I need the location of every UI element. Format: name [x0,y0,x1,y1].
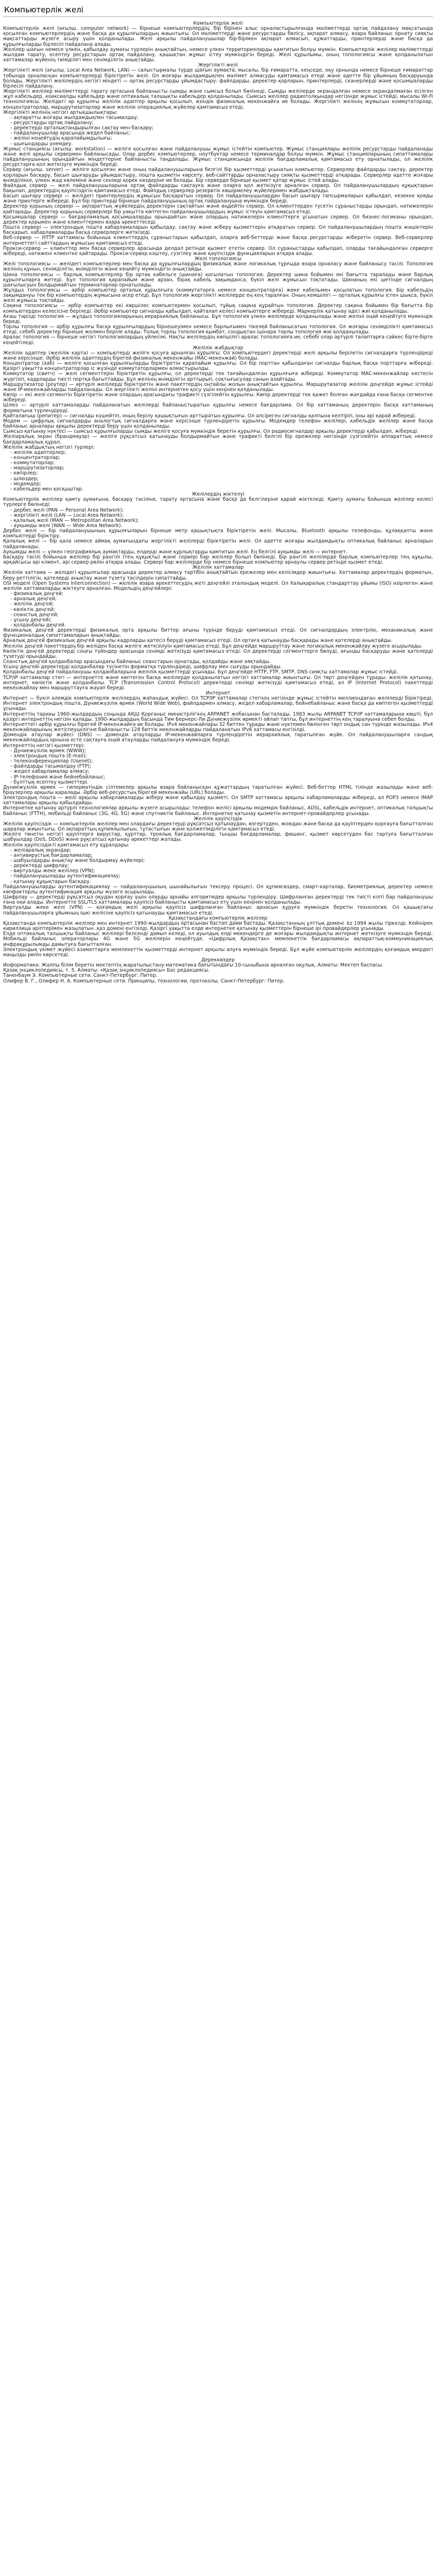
list-item: - желіаралық экрандар; [10,848,433,853]
paragraph: Желілік адаптер (желілік карта) — компьютерді желіге қосуға арналған құрылғы. Ол компьютердегі деректерді желі арқылы берілетін сигналдарға түрлендіреді және керісінше. Әрбір желілік адаптердің бірегей физикалық мекенжайы (MAC-мекенжай) болады. [3,350,433,361]
list-item: - модемдер; [10,482,433,487]
bullet-list [3,749,433,785]
paragraph: Ағаш тәрізді топология — жұлдыз топологияларының иерархиялық байланысы. Бұл топология үлкен желілерде қолданылады және желіні оңай кеңейтуге мүмкіндік береді. [3,313,433,325]
section-heading-text: Желілік қауіпсіздік [191,816,245,822]
list-item: - шлюздер; [10,477,433,482]
list-item: - деректерді орталықтандырылған сақтау мен басқару; [10,126,433,131]
paragraph: Дүниежүзілік өрмек — гипермәтіндік сілтемелер арқылы өзара байланысқан құжаттардың таратылған жүйесі. Веб-беттер HTML тілінде жазылады және веб-браузерлер арқылы қаралады. Әрбір веб-ресурстың бірегей мекенжайы (URL) болады. [3,784,433,795]
paragraph: Виртуалды жеке желі (VPN) — қоғамдық желі арқылы қауіпсіз шифрланған байланыс арнасын құруға мүмкіндік беретін технология. Ол қашықтағы пайдаланушыларға ұйымның ішкі желісіне қауіпсіз қатынауды қамтамасыз етеді. [3,905,433,916]
paragraph: Прокси-сервер — клиенттер мен басқа серверлер арасында делдал ретінде қызмет ететін сервер. Ол сұраныстарды қабылдап, оларды тағайындалған серверге жібереді, нәтижені клиентке қайтарады. Прокси-сервер кэштеу, сүзгілеу және қауіпсіздік функцияларын атқара алады. [3,245,433,257]
list-item: - желілік деңгей; [10,602,433,607]
list-item: - антивирустық бағдарламалар; [10,853,433,858]
paragraph: Шина топологиясы — барлық компьютерлер бір ортақ кабельге (шинаға) қосылатын топология. Деректер шина бойымен екі бағытта таралады және барлық құрылғыларға жетеді. Бұл топология қарапайым және арзан, бірақ кабель зақымданса, бүкіл желі жұмысын тоқтатады. Шинаның екі шетінде сигналдың шағылысуын болдырмайтын терминаторлар орнатылады. [3,272,433,288]
list-item: - деректерді шифрлау; [10,863,433,869]
list-item: - пайдаланушылар арасында жедел байланыс; [10,131,433,136]
paragraph: Модем — цифрлық сигналдарды аналогтық сигналдарға және керісінше түрлендіретін құрылғы. Модемдер телефон желілері, кабельдік желілер және басқа байланыс арналары арқылы деректерді беру үшін қолданылады. [3,418,433,430]
paragraph: Желілік қауіпсіздікті қамтамасыз ету құралдары: [3,842,130,848]
paragraph: Ұсыну деңгейі деректерді қолданбалар түсінетін форматқа түрлендіреді, шифрлау мен сығуды орындайды. [3,664,282,670]
paragraph: Сеанстық деңгей қолданбалар арасындағы байланыс сеанстарын орнатады, қолдайды және аяқтайды. [3,659,271,665]
bullet-list [3,508,433,529]
paragraph: Қолданбалы деңгей пайдаланушы қолданбаларына желілік қызметтерді ұсынады. Бұл деңгейде HTTP, FTP, SMTP, DNS сияқты хаттамалар жұмыс істейді. [3,669,398,675]
paragraph: Сымсыз қатынау нүктесі — сымсыз құрылғыларды сымды желіге қосуға мүмкіндік беретін құрылғы. Ол радиосигналдар арқылы деректерді қабылдап, жібереді. [3,429,419,435]
section-heading-text: Жергілікті желі [196,62,240,69]
paragraph: Жергілікті желілер мәліметтерді тарату ортасына байланысты сымды және сымсыз болып бөлінеді. Сымды желілерде экрандалған немесе экрандалмаған есілген жұп кабельдер, коаксиалды кабельдер және оптикалық талшықты кабельдер қолданылады. Сымсыз желілер радиотолқындар негізінде жұмыс істейді, мысалы Wi-Fi технологиясы. Желідегі әр құрылғы желілік адаптер арқылы қосылып, өзіндік физикалық мекенжайға ие болады. Жергілікті желінің жұмысын коммутаторлар, концентраторлар, маршрутизаторлар және желілік операциялық жүйелер қамтамасыз етеді. [3,89,433,110]
paragraph: Желіге төнетін негізгі қауіптерге вирустар, құрттар, троялық бағдарламалар, тыңшы бағдарламалар, фишинг, қызмет көрсетуден бас тартуға бағытталған шабуылдар (DoS, DDoS) және рұқсатсыз қатынау әрекеттері жатады. [3,832,433,843]
list-item: - дербес желі (PAN — Personal Area Network); [10,508,433,513]
list-item: - пайдаланушыларды аутентификациялау; [10,874,433,879]
title-row [3,3,433,17]
section-heading-text: Желі топологиясы [193,256,243,262]
paragraph: Елде оптикалық талшықты байланыс желілері белсенді дамып келеді, ол ауылдық елді мекендерге де жоғары жылдамдықты интернет жеткізуге мүмкіндік береді. Мобильді байланыс операторлары 4G және 5G желілерін кеңейтуде. «Цифрлық Қазақстан» мемлекеттік бағдарламасы ақпараттық-коммуникациялық инфрақұрылымды дамытуға бағытталған. [3,931,433,947]
list-item: - ресурстарды ортақ пайдалану; [10,121,433,126]
paragraph: Интернеттің тарихы 1960-жылдардың соңында АҚШ Қорғаныс министрлігінің ARPANET жобасынан басталады. 1983 жылы ARPANET TCP/IP хаттамаларына көшті, бұл қазіргі интернеттің негізін қалады. 1990-жылдардың басында Тим Бернерс-Ли Дүниежүзілік өрмекті ойлап тапты, бұл интернеттің кең таралуына себеп болды. [3,711,433,722]
section-heading-text: Желілік жабдықтар [190,345,245,351]
paragraph: Пошта сервері — электрондық пошта хабарламаларын қабылдау, сақтау және жіберу қызметтерін атқаратын сервер. Ол пайдаланушылардың пошта жәшіктерін басқарып, хабарламаларды басқа серверлерге жеткізеді. [3,225,433,236]
paragraph: OSI моделі (Open Systems Interconnection) — желілік өзара әрекеттесудің жеті деңгейлі эталондық моделі. Ол Халықаралық стандарттау ұйымы (ISO) әзірлеген және желілік хаттамаларды жіктеуге арналған. Модельдің деңгейлері: [3,580,433,591]
list-item: - қалалық желі (MAN — Metropolitan Area Network); [10,518,433,523]
paragraph: Желі топологиясы — желідегі компьютерлер мен басқа да құрылғылардың физикалық және логикалық тұрғыда өзара орналасу және байланысу тәсілі. Топология желінің құнын, сенімділігін, өнімділігін және кеңейту мүмкіндігін анықтайды. [3,261,433,273]
section-heading-text: Желілердің жіктелуі [189,492,246,498]
paragraph: Компьютерлік желілер қамту аумағына, басқару тәсіліне, тарату ортасына және басқа да белгілеріне қарай жіктеледі. Қамту аумағы бойынша желілер келесі түрлерге бөлінеді: [3,497,433,508]
paragraph: Интернеттің негізгі қызметтері: [3,742,85,749]
paragraph: Қайталағыш (репитер) — сигналды күшейтіп, оның берілу қашықтығын арттыратын құрылғы. Ол әлсіреген сигналды қалпына келтіріп, оны әрі қарай жібереді. [3,413,416,419]
paragraph: Компьютерлік желі (ағылш. computer network) — бірнеше компьютерлердің, бір бірінен алыс орналастырылғанда мәліметтерді ортақ пайдалану мақсатында қосылған компьютерлердің және басқа да құрылғылардың жиынтығы. Ол мәліметтерді және ресурстарды бөлісу, ақпарат алмасу, өзара байланыс орнату сияқты мақсаттарды жүзеге асыру үшін қолданылады. Желі арқылы пайдаланушылар бір-бірімен ақпарат алмасып, құжаттарды, принтерлерді және басқа да құрылғыларды бірлесіп пайдалана алады. [3,26,433,47]
paragraph: Желілік қауіпсіздік — компьютерлік желілер мен олардағы деректерді рұқсатсыз қатынаудан, өзгертуден, жоюдан және басқа да қауіптерден қорғауға бағытталған шаралар жиынтығы. Ол ақпараттың құпиялылығын, тұтастығын және қолжетімділігін қамтамасыз етеді. [3,821,433,833]
paragraph: Көпір — екі желі сегментін біріктіретін және олардың арасындағы трафикті сүзгілейтін құрылғы. Көпір деректерді тек қажет болған жағдайда ғана басқа сегментке жібереді. [3,392,433,403]
paragraph: Жергілікті желі (ағылш. Local Area Network, LAN) — салыстырмалы түрде шағын аумақта, мысалы, бір ғимаратта, кеңседе, оқу орнында немесе бірнеше ғимараттар тобында орналасқан компьютерлерді біріктіретін желі. Ол жоғары жылдамдықпен мәлімет алмасуды қамтамасыз етеді және әдетте бір ұйымның басқаруында болады. Жергілікті желілердің негізгі міндеті — ортақ ресурстарды ұйымдастыру: файлдарды, деректер қорларын, принтерлерді, сканерлерді және қосымшаларды бірлесіп пайдалану. [3,67,433,89]
paragraph: Шлюз — әртүрлі хаттамаларды пайдаланатын желілерді байланыстыратын құрылғы немесе бағдарлама. Ол бір хаттаманың деректерін басқа хаттаманың форматына түрлендіреді. [3,402,433,414]
list-item: - маршрутизаторлар; [10,466,433,471]
paragraph: Электрондық пошта — желі арқылы хабарламаларды жіберу және қабылдау қызметі. Ол SMTP хаттамасы арқылы хабарламаларды жібереді, ал POP3 немесе IMAP хаттамалары арқылы қабылдайды. [3,795,433,806]
list-item: - концентраторлар; [10,455,433,461]
list-item: - желіні кеңейтудің қарапайымдылығы; [10,136,433,141]
bullet-list [3,450,433,492]
paragraph: Жергілікті желінің негізгі артықшылықтары: [3,109,118,115]
paragraph: Көліктік деңгей деректерді соңғы түйіндер арасында сенімді жеткізуді қамтамасыз етеді. Ол деректерді сегменттерге бөлуді, ағынды басқаруды және қателерді түзетуді орындайды. [3,648,433,659]
bullet-list [3,591,433,628]
bullet-list [3,848,433,885]
paragraph: Жұмыс станциясы (ағылш. workstation) — желіге қосылған және пайдаланушы жұмыс істейтін компьютер. Жұмыс станциялары желілік ресурстарды пайдаланады және желі арқылы сервермен байланысады. Олар дербес компьютерлер, ноутбуктар немесе терминалдар болуы мүмкін. Жұмыс станцияларының сипаттамалары пайдаланушының орындайтын міндеттеріне байланысты таңдалады. Жұмыс станциясында желілік бағдарламалық қамтамасыз ету орнатылады, ол желілік ресурстарға қол жеткізуге мүмкіндік береді. [3,146,433,168]
paragraph: Файлдық сервер — желі пайдаланушыларына ортақ файлдарды сақтауға және оларға қол жеткізуге арналған сервер. Ол пайдаланушылардың құқықтарын бақылап, деректердің қауіпсіздігін қамтамасыз етеді. Файлдық серверлер резервтік көшірмелеу жүйелерімен жабдықталады. [3,182,433,194]
paragraph: Олифер В. Г., Олифер Н. А. Компьютерные сети. Принципы, технологии, протоколы. Санкт-Петербург: Питер. [3,978,285,984]
paragraph: Деректер қорының сервері — ақпараттық жүйелердің деректерін сақтайтын және өңдейтін сервер. Ол клиенттерден түсетін сұраныстарды орындап, нәтижелерін қайтарады. Деректер қорының серверлері бір уақытта көптеген пайдаланушылардың жұмыс істеуін қамтамасыз етеді. [3,204,433,215]
section-heading-text: Қазақстандағы компьютерлік желілер [167,916,270,922]
list-item: - бұлттық есептеу қызметтері. [10,780,433,785]
paragraph: Пайдаланушыларды аутентификациялау — пайдаланушының шынайылығын тексеру процесі. Ол құпиясөздер, смарт-карталар, биометриялық деректер немесе көпфакторлы аутентификация арқылы жүзеге асырылады. [3,884,433,895]
paragraph: Интернетке қатынау әртүрлі технологиялар арқылы жүзеге асырылады: телефон желісі арқылы модемдік байланыс, ADSL, кабельдік интернет, оптикалық талшықты байланыс (FTTH), мобильді байланыс (3G, 4G, 5G) және спутниктік байланыс. Интернетке қатынау қызметін интернет-провайдерлер ұсынады. [3,805,433,817]
list-item: - көліктік деңгей; [10,607,433,613]
section-heading-text: Компьютерлік желі [191,21,245,27]
paragraph: Желілік жабдықтың негізгі түрлері: [3,444,95,450]
paragraph: Қосымшалар сервері — бағдарламалық қосымшаларды орындайтын және олардың нәтижелерін клиенттерге ұсынатын сервер. Ол бизнес-логиканы орындап, деректер қорымен және клиенттермен өзара әрекеттеседі. [3,214,433,225]
paragraph: Коммутатор (свитч) — желі сегменттерін біріктіретін құрылғы, ол деректерді тек тағайындалған құрылғыға жібереді. Коммутатор MAC-мекенжайлар кестесін жүргізіп, кадрларды тиісті портқа бағыттайды. Бұл желінің өнімділігін арттырып, соқтығысулар санын азайтады. [3,371,433,382]
paragraph: Торлы топология — әрбір құрылғы басқа құрылғылардың бірнешеуімен немесе барлығымен тікелей байланысатын топология. Ол жоғары сенімділікті қамтамасыз етеді, себебі деректер бірнеше жолмен беріле алады. Толық торлы топология қымбат, сондықтан ішінара торлы топология жиі қолданылады. [3,324,433,335]
page-title: Компьютерлік желі [4,5,83,14]
paragraph: Қазақ энциклопедиясы, т. 5. Алматы: «Қазақ энциклопедиясы» Бас редакциясы. [3,968,210,974]
paragraph: Электрондық үкімет жүйесі азаматтарға мемлекеттік қызметтерді интернет арқылы алуға мүмкіндік береді. Бұл жүйе компьютерлік желілердің қоғамдық өмірдегі маңызды рөлін көрсетеді. [3,946,433,958]
list-item: - көпірлер; [10,471,433,476]
paragraph: Жұлдыз топологиясы — әрбір компьютер орталық құрылғыға (коммутаторға немесе концентраторға) жеке кабельмен қосылатын топология. Бір кабельдің зақымдануы тек бір компьютердің жұмысына әсер етеді. Бұл топология жергілікті желілерде ең кең таралған. Оның кемшілігі — орталық құрылғы істен шықса, бүкіл желі жұмысы тоқтайды. [3,287,433,304]
list-item: - жедел хабарламалар алмасу; [10,769,433,774]
paragraph: Маршрутизатор (роутер) — әртүрлі желілерді біріктіретін және пакеттердің оңтайлы жолын анықтайтын құрылғы. Маршрутизатор желілік деңгейде жұмыс істейді және IP-мекенжайларды пайдаланады. Ол жергілікті желіні интернетке қосу үшін кеңінен қолданылады. [3,381,433,393]
list-item: - шығындарды үнемдеу. [10,142,433,147]
paragraph: Басқару тәсілі бойынша желілер бір рангілі (тең құқықты) және сервері бар желілер болып бөлінеді. Бір рангілі желілерде барлық компьютерлер тең құқылы, әрқайсысы әрі клиент, әрі сервер рөлін атқара алады. Сервері бар желілерде бір немесе бірнеше компьютер арнаулы сервер ретінде қызмет етеді. [3,554,433,566]
list-item: - IP-телефония және бейнебайланыс; [10,775,433,780]
list-item: - сеанстық деңгей; [10,613,433,618]
paragraph: Сервер (ағылш. server) — желіге қосылған және оның пайдаланушыларына белгілі бір қызметтерді ұсынатын компьютер. Серверлер файлдарды сақтау, деректер қорларын басқару, басып шығаруды ұйымдастыру, пошта қызметін көрсету, веб-сайттарды орналастыру сияқты қызметтерді атқарады. Серверлер әдетте жоғары өнімділікке, үлкен жад көлеміне және сенімді қорек көздеріне ие болады. Бір серверде бірнеше қызмет қатар жұмыс істей алады. [3,167,433,183]
paragraph: Басып шығару сервері — желідегі принтерлердің жұмысын басқаратын сервер. Ол пайдаланушылардан басып шығару тапсырмаларын қабылдап, кезекке қояды және принтерге жібереді. Бұл бір принтерді бірнеше пайдаланушының ортақ пайдалануына мүмкіндік береді. [3,193,433,205]
list-item: - желілік адаптерлер; [10,450,433,455]
paragraph: TCP/IP хаттамалар стегі — интернетте және көптеген басқа желілерде қолданылатын негізгі хаттамалар жиынтығы. Ол төрт деңгейден тұрады: желілік қатынау, интернет, көліктік және қолданбалы. TCP (Transmission Control Protocol) деректерді сенімді жеткізуді қамтамасыз етеді, ал IP (Internet Protocol) пакеттерді мекенжайлау мен маршруттауға жауап береді. [3,674,433,691]
list-item: - шабуылдарды анықтау және болдырмау жүйелері; [10,858,433,863]
paragraph: Домендік атаулар жүйесі (DNS) — домендік атауларды IP-мекенжайларға түрлендіретін иерархиялық таратылған жүйе. Ол пайдаланушыларға сандық мекенжайлардың орнына есте сақтауға оңай атауларды пайдалануға мүмкіндік береді. [3,732,433,743]
list-item: - кабельдер мен қосқыштар. [10,487,433,492]
list-item: - виртуалды жеке желілер (VPN); [10,869,433,874]
paragraph: Желілік хаттама — желідегі құрылғылар арасында деректер алмасу тәртібін анықтайтын ережелер мен келісімдер жиынтығы. Хаттамалар деректердің форматын, беру реттілігін, қателерді анықтау және түзету тәсілдерін сипаттайды. [3,570,433,581]
paragraph: Қазақстанда компьютерлік желілер мен интернет 1990-жылдардың ортасынан бастап дами бастады. Қазақстанның ұлттық домені .kz 1994 жылы тіркелді. Кейінірек кириллица әріптерімен жазылатын .қаз домені енгізілді. Қазіргі уақытта елде интернетке қатынау қызметтерін бірнеше ірі провайдерлер ұсынады. [3,920,433,932]
paragraph: Желілер шағын немесе үлкен, қабылдау аумағы түрлерін анықтайтын, немесе үлкен территорияларды қамтитын болуы мүмкін. Компьютерлік желілер мәліметтерді жылдам тарату, есептеу ресурстарын ортақ пайдалану, қашықтан жұмыс істеу мүмкіндігін береді. Желі құрылымы, оның топологиясы және қолданылатын хаттамалар жүйенің тиімділігі мен сенімділігін анықтайды. [3,46,433,63]
section-heading-text: Желілік хаттамалар [190,565,246,571]
paragraph: Желілік деңгей пакеттердің бір желіден басқа желіге жеткізілуін қамтамасыз етеді. Бұл деңгейде маршруттау және логикалық мекенжайлау жүзеге асырылады. [3,643,423,649]
list-item: - физикалық деңгей; [10,591,433,597]
paragraph: Информатика: Жалпы білім беретін мектептің жаратылыстану-математика бағытындағы 10-сыныбына арналған оқулық. Алматы: Мектеп баспасы. [3,962,383,969]
list-item: - қолданбалы деңгей. [10,623,433,628]
list-item: - телеконференциялар (Usenet); [10,759,433,764]
paragraph: Веб-сервер — HTTP хаттамасы бойынша клиенттердің сұраныстарын қабылдап, оларға веб-беттерді және басқа ресурстарды жіберетін сервер. Веб-серверлер интернеттегі сайттардың жұмысын қамтамасыз етеді. [3,235,433,246]
section-heading-text: Дереккөздер [199,957,237,963]
article-page [0,0,436,990]
paragraph: Таненбаум Э. Компьютерные сети. Санкт-Петербург: Питер. [3,973,158,979]
bullet-list [3,115,433,147]
list-item: - ауқымды желі (WAN — Wide Area Network). [10,523,433,529]
paragraph: Желіаралық экран (брандмауэр) — желіге рұқсатсыз қатынауды болдырмайтын және трафикті белгілі бір ережелер негізінде сүзгілейтін аппараттық немесе бағдарламалық құрал. [3,434,433,445]
article-content [3,21,433,984]
list-item: - коммутаторлар; [10,461,433,466]
paragraph: Сақина топологиясы — әрбір компьютер екі көршілес компьютермен қосылып, тұйық сақина құрайтын топология. Деректер сақина бойымен бір бағытта бір компьютерден келесісіне беріледі. Әрбір компьютер сигналды қабылдап, қайталап келесі компьютерге жібереді. Маркерлік қатынау әдісі жиі қолданылады. [3,303,433,314]
list-item: - файлдарды тасымалдау (FTP); [10,764,433,769]
list-item: - жергілікті желі (LAN — Local Area Network); [10,513,433,518]
list-item: - қатынау құқықтарын басқару. [10,879,433,885]
paragraph: Ауқымды желі — үлкен географиялық аумақтарды, елдерді және құрлықтарды қамтитын желі. Ең белгілі ауқымды желі — интернет. [3,549,347,555]
paragraph: Интернет — бүкіл әлемдік компьютерлік желілердің жаһандық жүйесі. Ол TCP/IP хаттамалар стегінің негізінде жұмыс істейтін миллиондаған желілерді біріктіреді. Интернет электрондық пошта, Дүниежүзілік өрмек (World Wide Web), файлдармен алмасу, жедел хабарламалар, бейнебайланыс және басқа да көптеген қызметтерді ұсынады. [3,696,433,712]
paragraph: Интернеттегі әрбір құрылғы бірегей IP-мекенжайға ие болады. IPv4 мекенжайлары 32 биттен тұрады және нүктемен бөлінген төрт ондық сан түрінде жазылады. IPv4 мекенжайларының жетіспеушілігіне байланысты 128 биттік мекенжайларды пайдаланатын IPv6 хаттамасы енгізілді. [3,721,433,733]
paragraph: Шифрлау — деректерді рұқсатсыз оқудан қорғау үшін оларды арнайы алгоритмдер арқылы түрлендіру. Шифрланған деректерді тек тиісті кілті бар пайдаланушы ғана оқи алады. Интернетте SSL/TLS хаттамалары қауіпсіз байланысты қамтамасыз ету үшін кеңінен қолданылады. [3,894,433,906]
list-item: - арналық деңгей; [10,597,433,602]
paragraph: Арналық деңгей физикалық деңгей арқылы кадрларды қатесіз беруді қамтамасыз етеді. Ол ортаға қатынауды басқарады және қателерді анықтайды. [3,638,393,644]
list-item: - Дүниежүзілік өрмек (WWW); [10,749,433,754]
list-item: - ақпаратты жоғары жылдамдықпен тасымалдау; [10,115,433,121]
list-item: - электрондық пошта (E-mail); [10,754,433,759]
section-heading-text: Интернет [204,690,233,697]
paragraph: Концентратор (хаб) — желіге қосылған құрылғыларды біріктіретін қарапайым құрылғы. Ол бір порттан қабылдаған сигналды барлық басқа порттарға жібереді. Қазіргі уақытта концентраторлар іс жүзінде коммутаторлармен алмастырылды. [3,361,433,372]
paragraph: Аралас топология — бірнеше негізгі топологиялардың үйлесімі. Нақты желілердің көпшілігі аралас топологияға ие, себебі олар әртүрлі талаптарға сәйкес бірте-бірте кеңейтіледі. [3,334,433,346]
list-item: - ұсыну деңгейі; [10,618,433,623]
paragraph: Физикалық деңгей деректерді физикалық орта арқылы биттер ағыны түрінде беруді қамтамасыз етеді. Ол сигналдардың электрлік, механикалық және функционалдық сипаттамаларын анықтайды. [3,628,433,639]
paragraph: Қалалық желі — бір қала немесе аймақ аумағындағы жергілікті желілерді біріктіретін желі. Ол әдетте жоғары жылдамдықты оптикалық байланыс арналарын пайдаланады. [3,538,433,550]
paragraph: Дербес желі — бір пайдаланушының құрылғыларын бірнеше метр қашықтықта біріктіретін желі. Мысалы, Bluetooth арқылы телефонды, құлаққапты және компьютерді біріктіру. [3,528,433,539]
